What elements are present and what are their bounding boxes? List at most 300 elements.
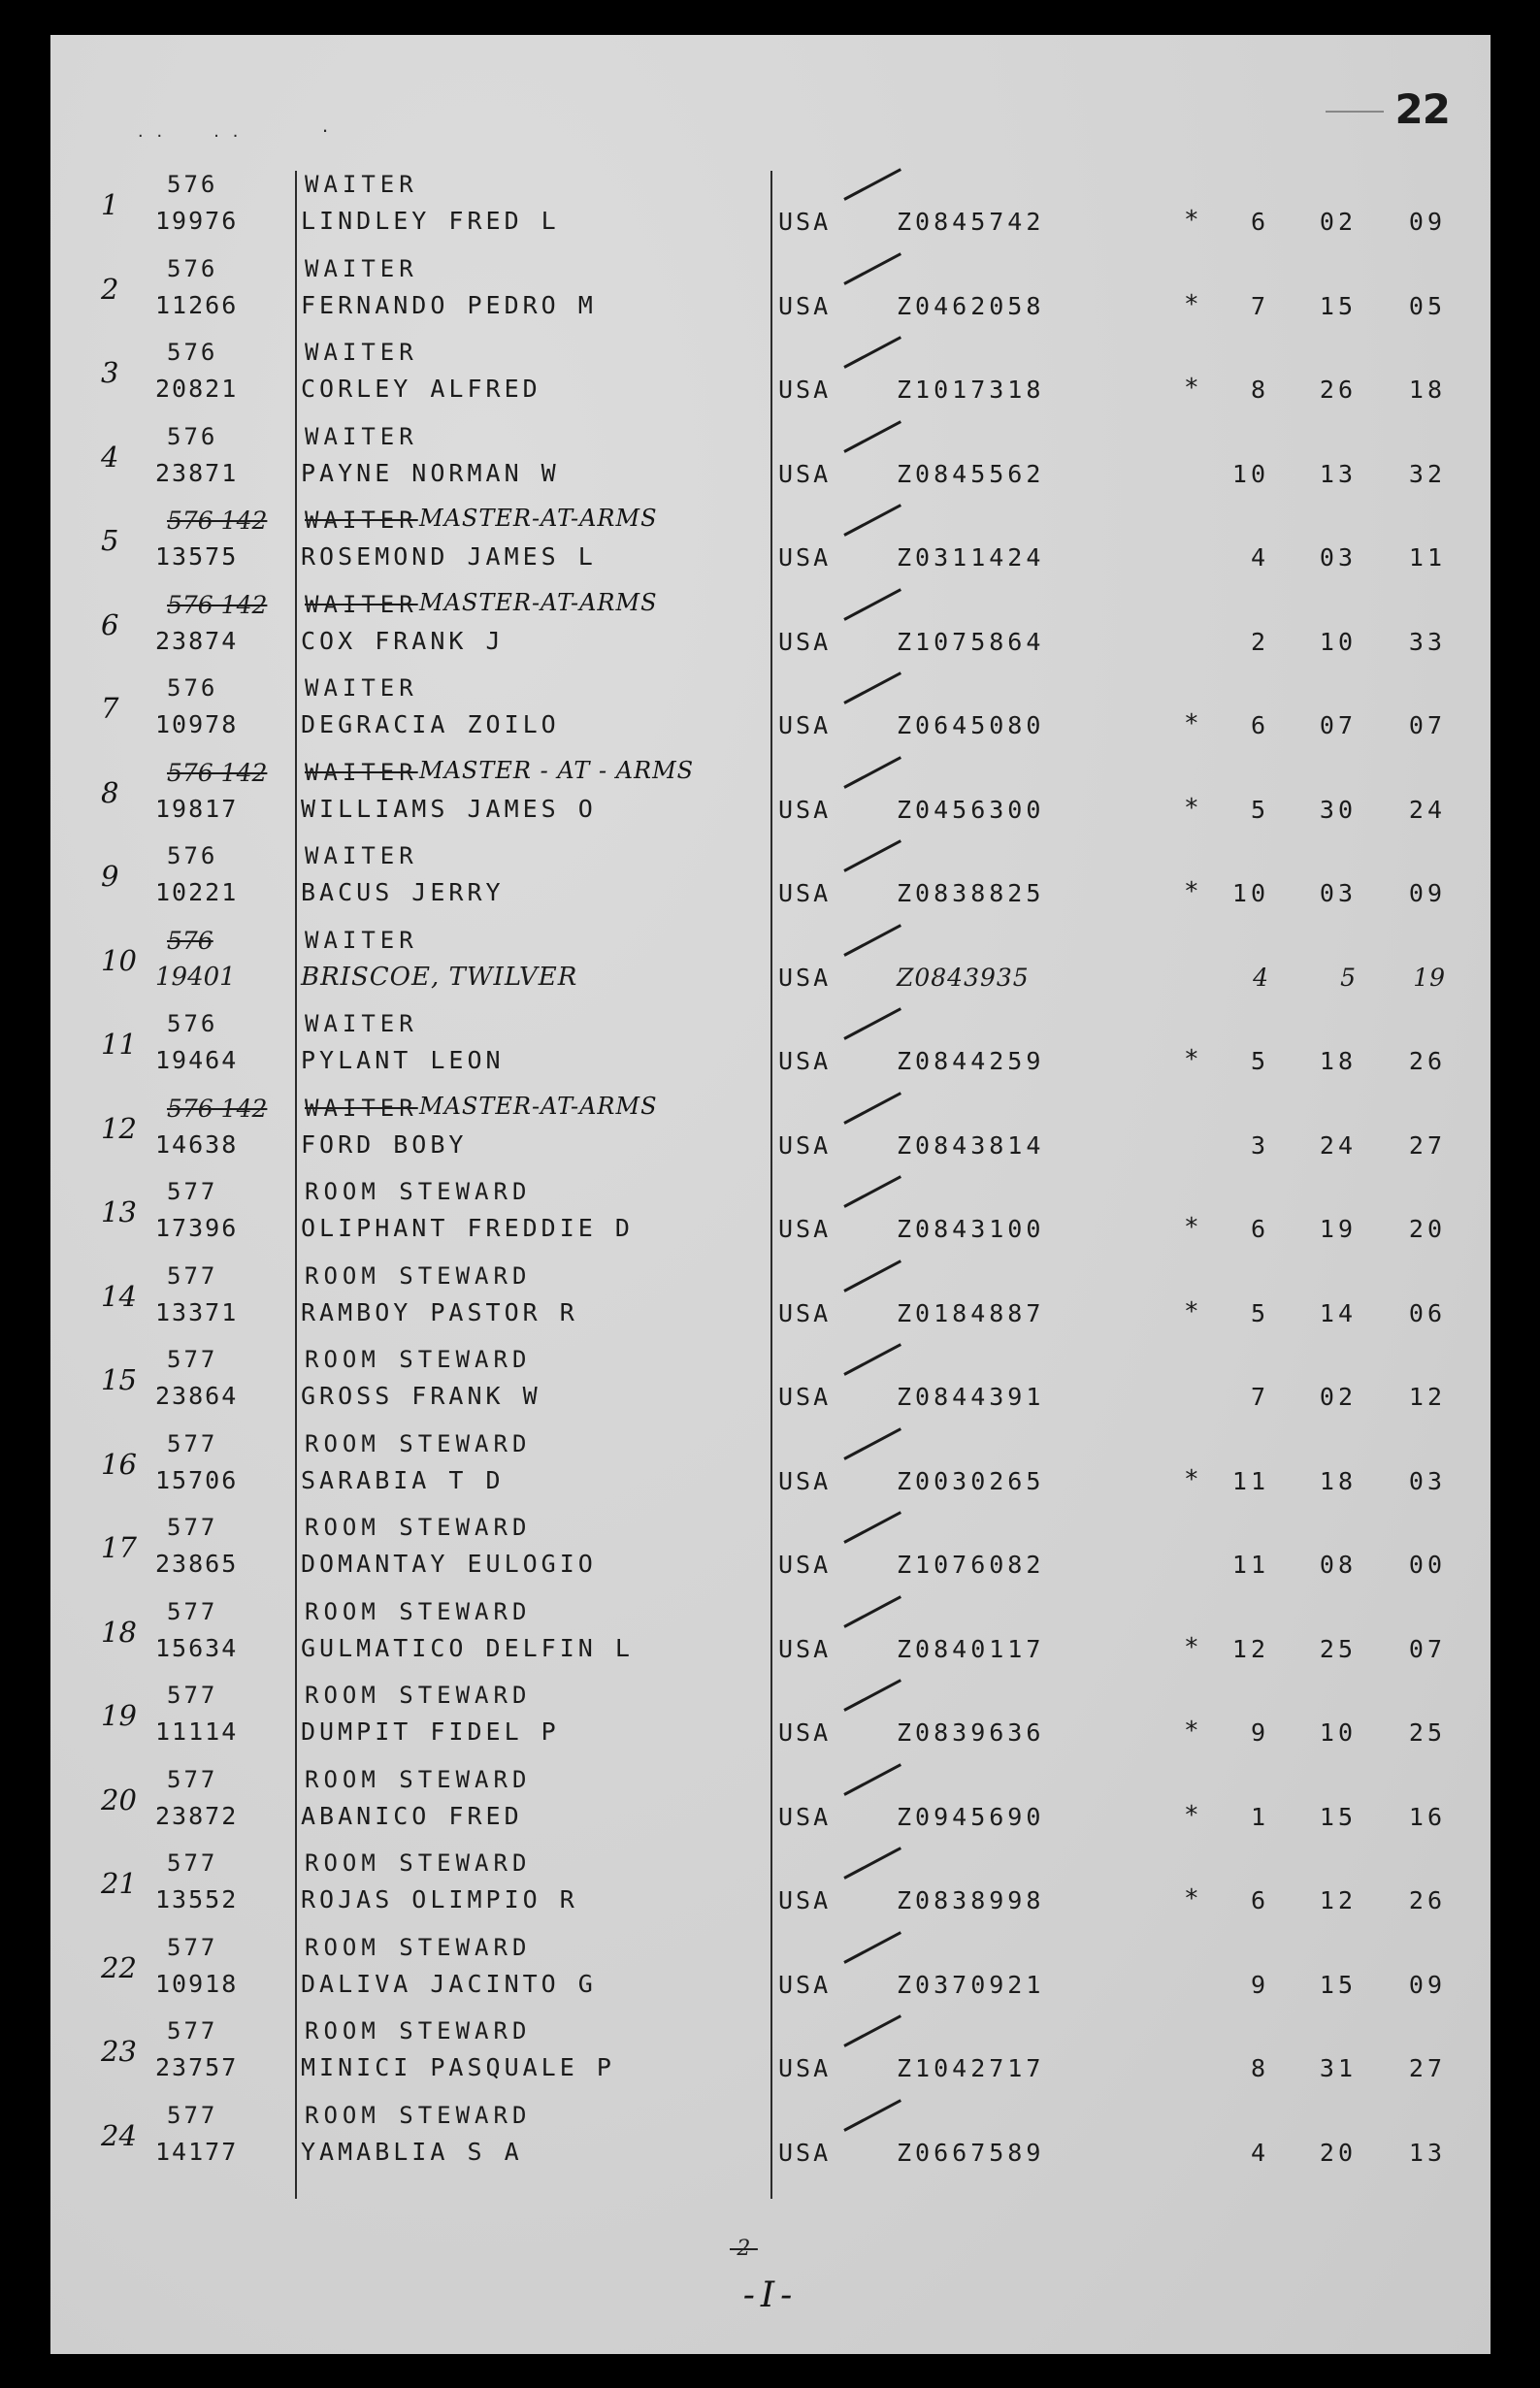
table-row: [50, 583, 1491, 668]
date-year: 03: [1408, 1466, 1446, 1495]
country-code: USA: [778, 1886, 832, 1914]
row-index: 10: [101, 943, 137, 977]
slash-mark: [844, 1205, 902, 1238]
service-number: Z0945690: [897, 1802, 1045, 1831]
row-index: 3: [101, 356, 119, 389]
serial-number: 15634: [155, 1633, 239, 1662]
country-code: USA: [778, 1802, 832, 1831]
rating-title: ROOM STEWARD: [305, 2101, 532, 2129]
footer-mark: -I-: [742, 2275, 799, 2315]
table-row: [50, 1087, 1491, 1171]
country-code: USA: [778, 1383, 832, 1411]
table-row: [50, 751, 1491, 835]
slash-mark: [844, 1457, 902, 1490]
country-code: USA: [778, 879, 832, 907]
service-number: Z0462058: [897, 291, 1045, 320]
table-row: [50, 1170, 1491, 1255]
asterisk-mark: *: [1184, 1045, 1199, 1074]
date-day: 26: [1319, 376, 1357, 404]
slash-mark: [844, 1037, 902, 1070]
serial-number: 23864: [155, 1382, 239, 1410]
date-year: 26: [1408, 1047, 1446, 1075]
row-index: 15: [101, 1363, 137, 1396]
date-day: 10: [1319, 1718, 1357, 1747]
member-name: PYLANT LEON: [301, 1046, 505, 1074]
country-code: USA: [778, 1970, 832, 1999]
slash-mark: [844, 366, 902, 399]
serial-number: 20821: [155, 375, 239, 403]
service-number: Z0843935: [897, 963, 1030, 992]
member-name: DALIVA JACINTO G: [301, 1969, 597, 1998]
date-month: 6: [1250, 208, 1269, 236]
date-day: 18: [1319, 1047, 1357, 1075]
serial-number: 15706: [155, 1465, 239, 1494]
service-number: Z0667589: [897, 2138, 1045, 2167]
service-number: Z0311424: [897, 543, 1045, 572]
date-year: 33: [1408, 627, 1446, 656]
asterisk-mark: *: [1184, 1800, 1199, 1830]
slash-mark: [844, 1709, 902, 1742]
rating-annotation: MASTER-AT-ARMS: [419, 588, 658, 616]
rate-code: 576: [167, 842, 218, 869]
slash-mark: [844, 2129, 902, 2162]
date-month: 5: [1250, 795, 1269, 824]
date-year: 12: [1408, 1383, 1446, 1411]
row-index: 17: [101, 1531, 137, 1564]
rate-code: 576 142: [167, 758, 268, 787]
serial-number: 19817: [155, 794, 239, 823]
asterisk-mark: *: [1184, 1296, 1199, 1326]
asterisk-mark: *: [1184, 1464, 1199, 1494]
rate-code: 577: [167, 1514, 218, 1541]
table-row: [50, 834, 1491, 919]
slash-mark: [844, 702, 902, 735]
date-year: 25: [1408, 1718, 1446, 1747]
date-year: 27: [1408, 2054, 1446, 2082]
date-year: 26: [1408, 1886, 1446, 1914]
date-month: 8: [1250, 2054, 1269, 2082]
rating-title: WAITER: [305, 507, 418, 534]
asterisk-mark: *: [1184, 877, 1199, 906]
service-number: Z0839636: [897, 1718, 1045, 1747]
rate-code: 577: [167, 1682, 218, 1709]
asterisk-mark: *: [1184, 289, 1199, 319]
table-row: [50, 919, 1491, 1003]
slash-mark: [844, 1793, 902, 1826]
serial-number: 10978: [155, 710, 239, 738]
service-number: Z1075864: [897, 627, 1045, 656]
rating-title: ROOM STEWARD: [305, 1765, 532, 1793]
date-month: 4: [1250, 543, 1269, 572]
rating-title: ROOM STEWARD: [305, 1933, 532, 1961]
rating-annotation: MASTER-AT-ARMS: [419, 505, 658, 532]
date-year: 06: [1408, 1298, 1446, 1327]
row-index: 8: [101, 775, 119, 809]
date-year: 32: [1408, 459, 1446, 488]
service-number: Z0843814: [897, 1130, 1045, 1160]
date-day: 13: [1319, 459, 1357, 488]
date-day: 03: [1319, 543, 1357, 572]
rate-code: 576 142: [167, 590, 268, 619]
service-number: Z0370921: [897, 1970, 1045, 1999]
table-row: [50, 667, 1491, 751]
service-number: Z0838998: [897, 1886, 1045, 1914]
member-name: DUMPIT FIDEL P: [301, 1717, 560, 1746]
serial-number: 19464: [155, 1046, 239, 1074]
rating-title: WAITER: [305, 590, 418, 618]
slash-mark: [844, 1290, 902, 1323]
row-index: 4: [101, 440, 119, 474]
service-number: Z0845742: [897, 208, 1045, 236]
date-day: 12: [1319, 1886, 1357, 1914]
country-code: USA: [778, 2138, 832, 2167]
member-name: FORD BOBY: [301, 1129, 468, 1159]
date-day: 02: [1319, 208, 1357, 236]
serial-number: 10221: [155, 878, 239, 906]
row-index: 11: [101, 1028, 137, 1061]
rating-title: ROOM STEWARD: [305, 2017, 532, 2045]
rating-title: WAITER: [305, 674, 418, 702]
country-code: USA: [778, 2054, 832, 2082]
rating-title: WAITER: [305, 171, 418, 198]
rating-title: WAITER: [305, 1010, 418, 1037]
date-month: 3: [1250, 1130, 1269, 1160]
date-month: 12: [1231, 1634, 1269, 1663]
date-month: 5: [1250, 1047, 1269, 1075]
date-day: 19: [1319, 1215, 1357, 1243]
rating-title: WAITER: [305, 926, 418, 954]
slash-mark: [844, 954, 902, 987]
asterisk-mark: *: [1184, 709, 1199, 738]
slash-mark: [844, 618, 902, 651]
date-day: 15: [1319, 1802, 1357, 1831]
date-month: 2: [1250, 627, 1269, 656]
date-month: 10: [1231, 879, 1269, 907]
date-day: 10: [1319, 627, 1357, 656]
date-year: 20: [1408, 1215, 1446, 1243]
country-code: USA: [778, 543, 832, 572]
table-row: [50, 1674, 1491, 1758]
table-row: [50, 1506, 1491, 1590]
date-year: 27: [1408, 1130, 1446, 1160]
service-number: Z0844391: [897, 1383, 1045, 1411]
serial-number: 23872: [155, 1801, 239, 1830]
date-day: 08: [1319, 1551, 1357, 1579]
member-name: ROSEMOND JAMES L: [301, 542, 597, 571]
serial-number: 14177: [155, 2137, 239, 2166]
member-name: COX FRANK J: [301, 626, 505, 655]
speck-mark-2: .: [322, 113, 329, 137]
country-code: USA: [778, 1466, 832, 1495]
row-index: 7: [101, 692, 119, 725]
date-month: 11: [1231, 1551, 1269, 1579]
rate-code: 577: [167, 1178, 218, 1205]
slash-mark: [844, 786, 902, 819]
service-number: Z1042717: [897, 2054, 1045, 2082]
asterisk-mark: *: [1184, 1632, 1199, 1662]
row-index: 14: [101, 1279, 137, 1313]
date-year: 07: [1408, 1634, 1446, 1663]
serial-number: 23874: [155, 626, 239, 655]
date-year: 13: [1408, 2138, 1446, 2167]
country-code: USA: [778, 963, 832, 992]
table-row: [50, 499, 1491, 583]
rate-code: 576: [167, 339, 218, 366]
table-row: [50, 2010, 1491, 2094]
row-index: 1: [101, 188, 119, 221]
date-year: 24: [1408, 795, 1446, 824]
roster-rows: [50, 163, 1491, 2177]
date-month: 1: [1250, 1802, 1269, 1831]
table-row: [50, 1758, 1491, 1843]
member-name: ABANICO FRED: [301, 1801, 523, 1830]
rate-code: 576: [167, 254, 218, 282]
table-row: [50, 1590, 1491, 1675]
service-number: Z0645080: [897, 711, 1045, 739]
rating-title: ROOM STEWARD: [305, 1682, 532, 1709]
rate-code: 576: [167, 422, 218, 450]
table-row: [50, 247, 1491, 332]
rate-code: 576: [167, 171, 218, 198]
row-index: 19: [101, 1699, 137, 1732]
slash-mark: [844, 1877, 902, 1910]
table-row: [50, 1423, 1491, 1507]
serial-number: 19976: [155, 207, 239, 235]
date-day: 02: [1319, 1383, 1357, 1411]
row-index: 16: [101, 1447, 137, 1481]
slash-mark: [844, 869, 902, 902]
date-day: 07: [1319, 711, 1357, 739]
member-name: BRISCOE, TWILVER: [301, 962, 578, 992]
asterisk-mark: *: [1184, 1884, 1199, 1914]
serial-number: 19401: [155, 962, 236, 992]
country-code: USA: [778, 1130, 832, 1160]
country-code: USA: [778, 627, 832, 656]
table-row: [50, 1002, 1491, 1087]
row-index: 22: [101, 1950, 137, 1984]
top-dash-mark: [1326, 111, 1384, 113]
row-index: 5: [101, 524, 119, 557]
row-index: 13: [101, 1195, 137, 1228]
date-month: 6: [1250, 1215, 1269, 1243]
rate-code: 577: [167, 1765, 218, 1793]
date-day: 24: [1319, 1130, 1357, 1160]
rating-title: ROOM STEWARD: [305, 1849, 532, 1877]
slash-mark: [844, 2045, 902, 2077]
date-day: 20: [1319, 2138, 1357, 2167]
row-index: 12: [101, 1111, 137, 1145]
date-day: 14: [1319, 1298, 1357, 1327]
serial-number: 14638: [155, 1129, 239, 1159]
country-code: USA: [778, 711, 832, 739]
rate-code: 576: [167, 1010, 218, 1037]
slash-mark: [844, 1961, 902, 1994]
date-month: 10: [1231, 459, 1269, 488]
slash-mark: [844, 282, 902, 315]
date-year: 19: [1413, 963, 1446, 992]
slash-mark: [844, 450, 902, 483]
member-name: ROJAS OLIMPIO R: [301, 1885, 578, 1914]
member-name: MINICI PASQUALE P: [301, 2053, 615, 2081]
rating-title: WAITER: [305, 1094, 418, 1122]
serial-number: 11266: [155, 290, 239, 319]
member-name: PAYNE NORMAN W: [301, 458, 560, 487]
date-day: 15: [1319, 1970, 1357, 1999]
row-index: 21: [101, 1867, 137, 1900]
country-code: USA: [778, 208, 832, 236]
serial-number: 10918: [155, 1969, 239, 1998]
table-row: [50, 1926, 1491, 2011]
member-name: CORLEY ALFRED: [301, 375, 541, 403]
row-index: 23: [101, 2035, 137, 2068]
asterisk-mark: *: [1184, 206, 1199, 235]
country-code: USA: [778, 459, 832, 488]
service-number: Z0838825: [897, 879, 1045, 907]
rating-annotation: MASTER-AT-ARMS: [419, 1092, 658, 1120]
row-index: 9: [101, 860, 119, 893]
date-month: 7: [1250, 291, 1269, 320]
rating-annotation: MASTER - AT - ARMS: [419, 756, 695, 784]
slash-mark: [844, 1541, 902, 1574]
member-name: WILLIAMS JAMES O: [301, 794, 597, 823]
country-code: USA: [778, 1298, 832, 1327]
member-name: FERNANDO PEDRO M: [301, 290, 597, 319]
date-year: 09: [1408, 879, 1446, 907]
country-code: USA: [778, 1215, 832, 1243]
country-code: USA: [778, 291, 832, 320]
date-month: 6: [1250, 711, 1269, 739]
rating-title: WAITER: [305, 254, 418, 282]
date-month: 11: [1231, 1466, 1269, 1495]
country-code: USA: [778, 1047, 832, 1075]
country-code: USA: [778, 1718, 832, 1747]
rating-title: ROOM STEWARD: [305, 1597, 532, 1625]
serial-number: 17396: [155, 1214, 239, 1242]
date-month: 9: [1250, 1718, 1269, 1747]
country-code: USA: [778, 376, 832, 404]
table-row: [50, 1842, 1491, 1926]
rate-code: 576: [167, 674, 218, 702]
date-month: 4: [1253, 963, 1269, 992]
serial-number: 23757: [155, 2053, 239, 2081]
service-number: Z0840117: [897, 1634, 1045, 1663]
slash-mark: [844, 1625, 902, 1658]
asterisk-mark: *: [1184, 1717, 1199, 1746]
row-index: 18: [101, 1615, 137, 1649]
rate-code: 577: [167, 1346, 218, 1373]
table-row: [50, 1255, 1491, 1339]
date-year: 11: [1408, 543, 1446, 572]
asterisk-mark: *: [1184, 1213, 1199, 1242]
member-name: DEGRACIA ZOILO: [301, 710, 560, 738]
date-year: 00: [1408, 1551, 1446, 1579]
footer-small-mark: -2-: [730, 2237, 758, 2261]
speck-marks: .. ..: [138, 120, 252, 142]
date-month: 6: [1250, 1886, 1269, 1914]
country-code: USA: [778, 795, 832, 824]
slash-mark: [844, 1373, 902, 1406]
rating-title: WAITER: [305, 842, 418, 869]
rate-code: 577: [167, 1849, 218, 1877]
rate-code: 577: [167, 1933, 218, 1961]
slash-mark: [844, 198, 902, 231]
date-day: 15: [1319, 291, 1357, 320]
date-day: 18: [1319, 1466, 1357, 1495]
serial-number: 11114: [155, 1717, 239, 1746]
country-code: USA: [778, 1634, 832, 1663]
service-number: Z0844259: [897, 1047, 1045, 1075]
serial-number: 23871: [155, 458, 239, 487]
date-day: 31: [1319, 2054, 1357, 2082]
table-row: [50, 163, 1491, 247]
date-year: 09: [1408, 208, 1446, 236]
asterisk-mark: *: [1184, 793, 1199, 823]
rating-title: WAITER: [305, 339, 418, 366]
row-index: 24: [101, 2118, 137, 2152]
member-name: GROSS FRANK W: [301, 1382, 541, 1410]
service-number: Z0456300: [897, 795, 1045, 824]
rating-title: ROOM STEWARD: [305, 1429, 532, 1457]
member-name: GULMATICO DELFIN L: [301, 1633, 634, 1662]
asterisk-mark: *: [1184, 374, 1199, 403]
service-number: Z0845562: [897, 459, 1045, 488]
member-name: BACUS JERRY: [301, 878, 505, 906]
table-row: [50, 415, 1491, 500]
date-year: 18: [1408, 376, 1446, 404]
member-name: DOMANTAY EULOGIO: [301, 1550, 597, 1578]
service-number: Z0184887: [897, 1298, 1045, 1327]
serial-number: 13371: [155, 1297, 239, 1326]
slash-mark: [844, 1122, 902, 1155]
date-day: 5: [1340, 963, 1357, 992]
row-index: 6: [101, 607, 119, 641]
page-number: 22: [1394, 85, 1450, 133]
rate-code: 576 142: [167, 1094, 268, 1123]
date-day: 30: [1319, 795, 1357, 824]
rating-title: ROOM STEWARD: [305, 1514, 532, 1541]
date-month: 9: [1250, 1970, 1269, 1999]
slash-mark: [844, 534, 902, 567]
row-index: 20: [101, 1783, 137, 1816]
row-index: 2: [101, 272, 119, 306]
service-number: Z0843100: [897, 1215, 1045, 1243]
rate-code: 576 142: [167, 507, 268, 535]
service-number: Z0030265: [897, 1466, 1045, 1495]
rating-title: ROOM STEWARD: [305, 1261, 532, 1290]
date-year: 07: [1408, 711, 1446, 739]
serial-number: 13552: [155, 1885, 239, 1914]
serial-number: 13575: [155, 542, 239, 571]
rate-code: 576: [167, 926, 213, 955]
rating-title: ROOM STEWARD: [305, 1178, 532, 1205]
service-number: Z1017318: [897, 376, 1045, 404]
date-month: 8: [1250, 376, 1269, 404]
rate-code: 577: [167, 2101, 218, 2129]
member-name: YAMABLIA S A: [301, 2137, 523, 2166]
date-day: 25: [1319, 1634, 1357, 1663]
date-year: 09: [1408, 1970, 1446, 1999]
rate-code: 577: [167, 1597, 218, 1625]
serial-number: 23865: [155, 1550, 239, 1578]
rating-title: WAITER: [305, 758, 418, 786]
member-name: SARABIA T D: [301, 1465, 505, 1494]
table-row: [50, 2094, 1491, 2178]
rate-code: 577: [167, 1429, 218, 1457]
member-name: RAMBOY PASTOR R: [301, 1297, 578, 1326]
table-row: [50, 331, 1491, 415]
rate-code: 577: [167, 2017, 218, 2045]
date-day: 03: [1319, 879, 1357, 907]
